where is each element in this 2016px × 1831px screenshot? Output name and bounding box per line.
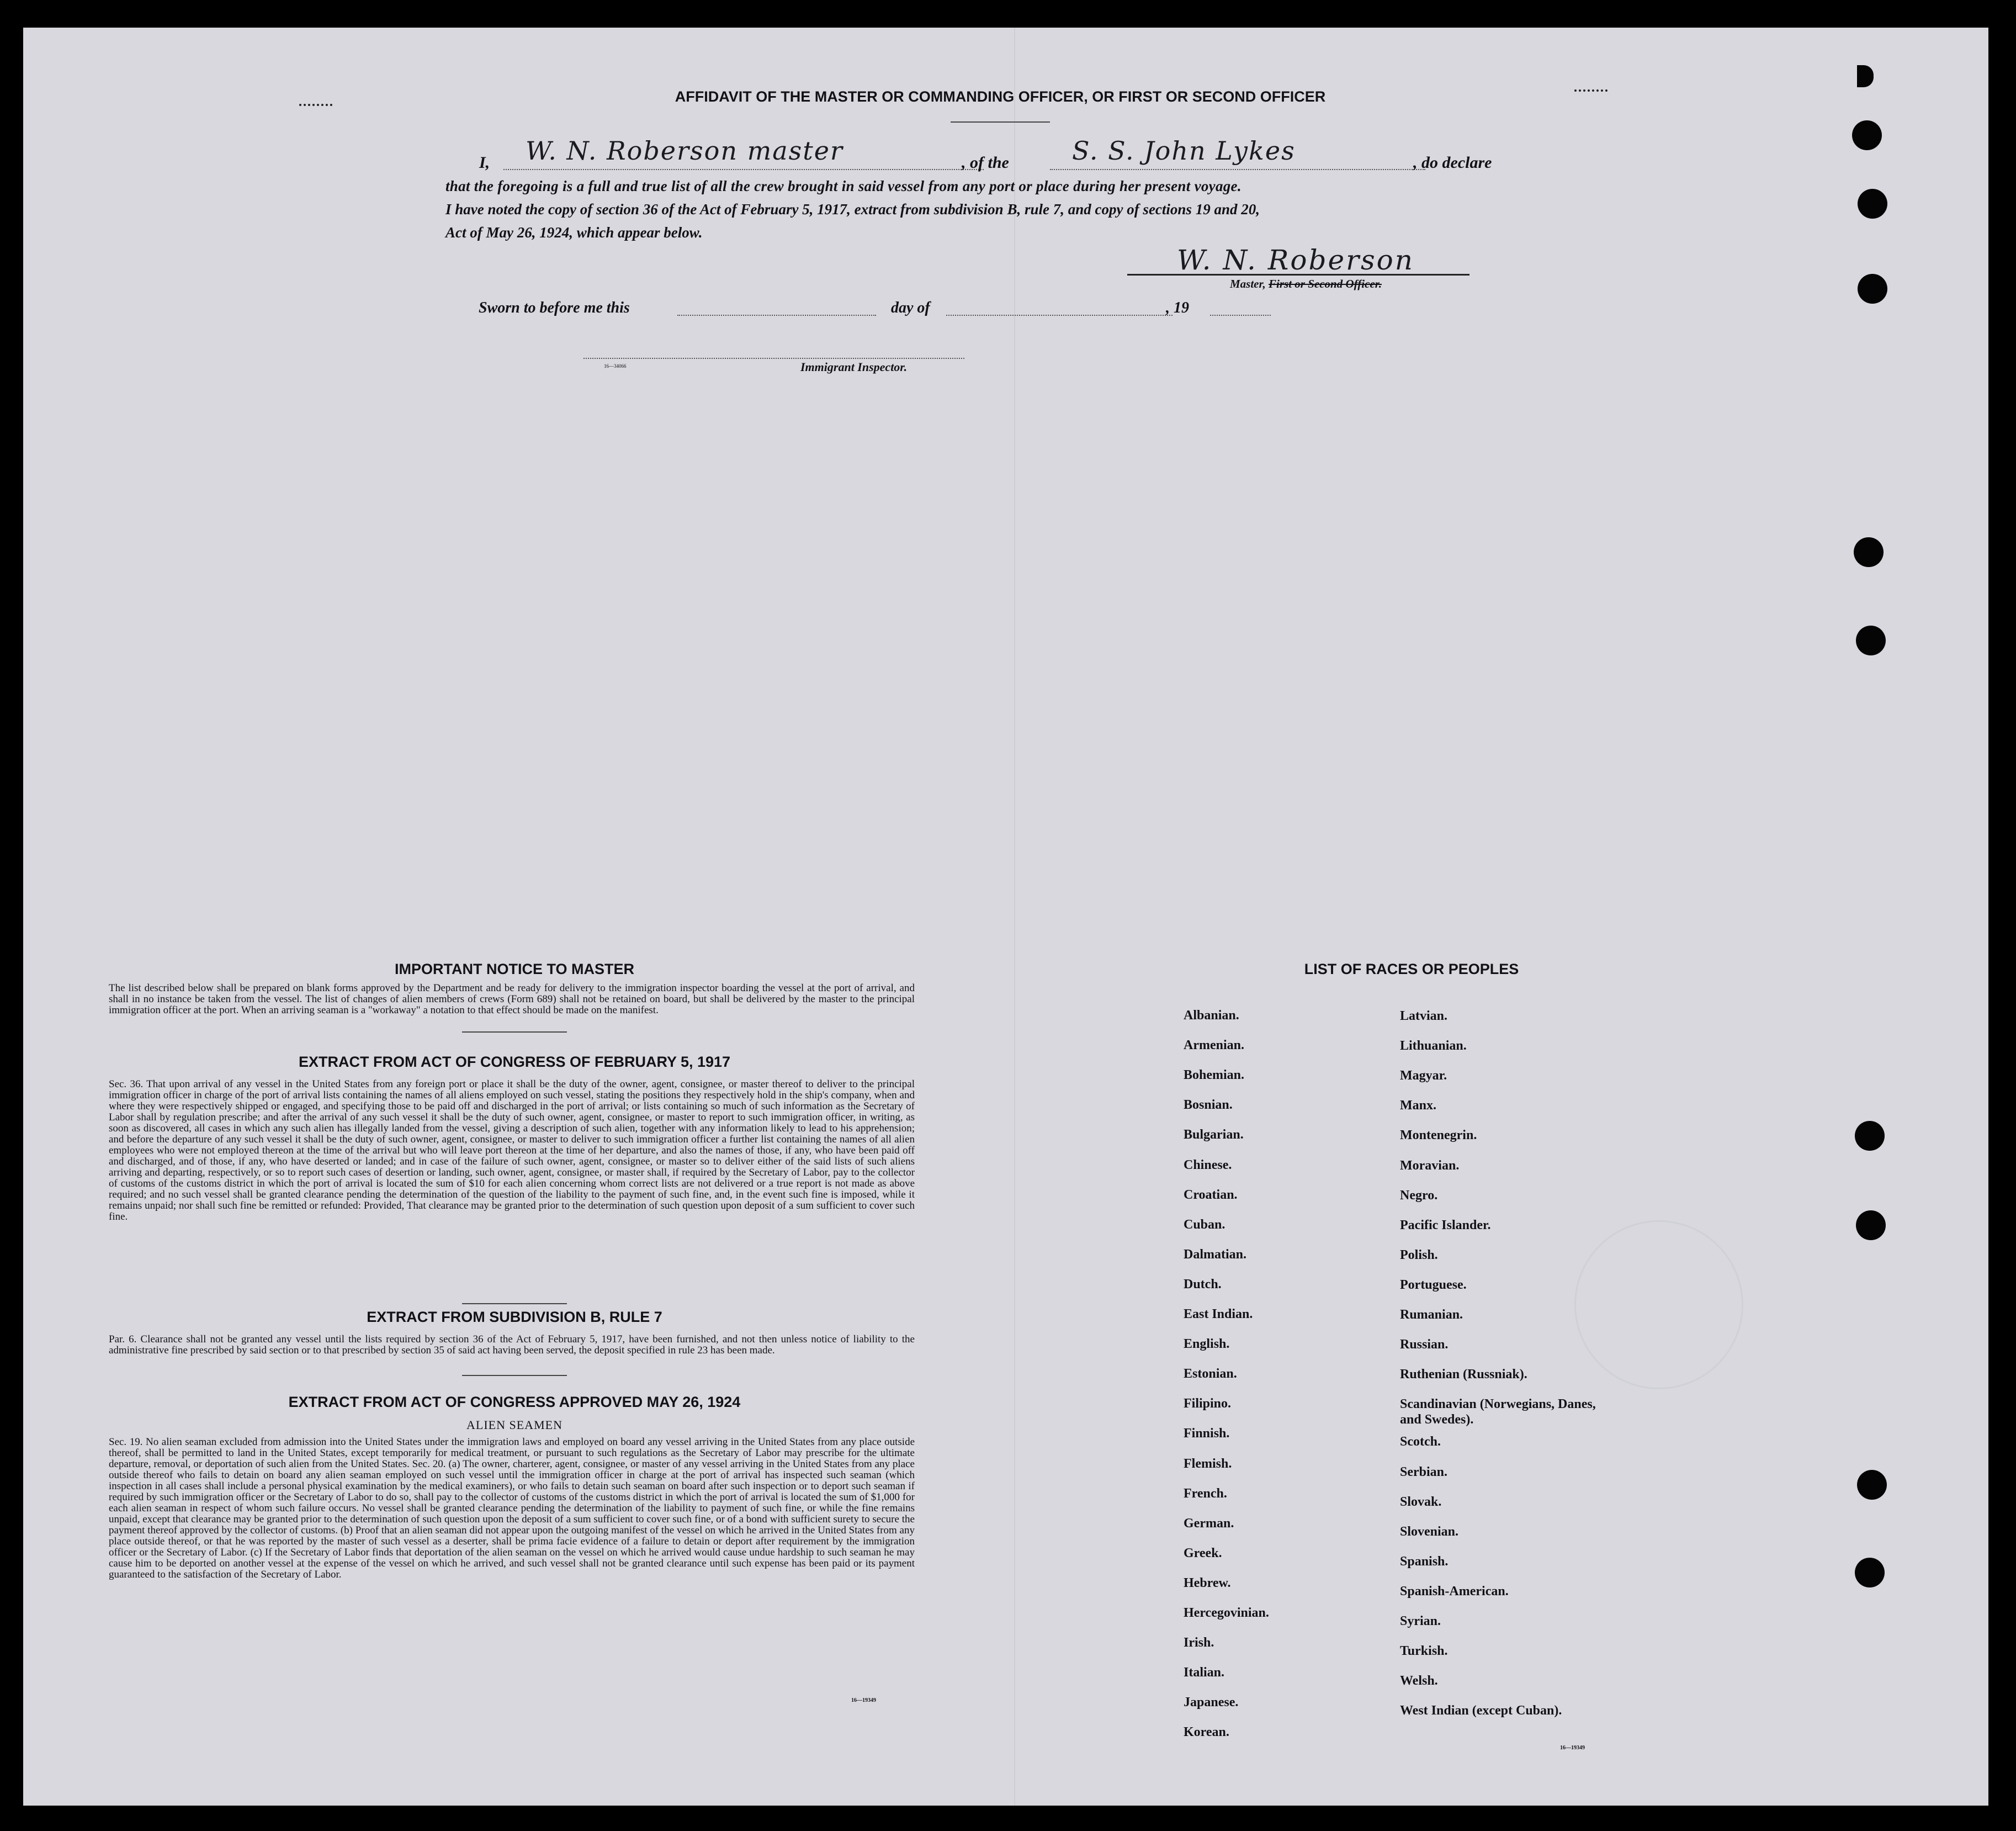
extract-1917-title: EXTRACT FROM ACT OF CONGRESS OF FEBRUARY 5, 1917 xyxy=(298,1054,731,1070)
corner-dots-right xyxy=(1574,89,1608,92)
race-item: Polish. xyxy=(1400,1247,1438,1262)
small-form-code: 16—34066 xyxy=(604,363,627,369)
binder-hole-icon xyxy=(1854,537,1884,567)
notice-title: IMPORTANT NOTICE TO MASTER xyxy=(395,961,634,977)
race-item: West Indian (except Cuban). xyxy=(1400,1703,1562,1718)
binder-hole-icon xyxy=(1855,1121,1885,1151)
binder-hole-icon xyxy=(1856,1210,1886,1240)
inspector-line xyxy=(583,358,964,359)
extract-1924-text: Sec. 19. No alien seaman excluded from admission into the United States under the immigration laws and employed on board any vessel arriving in the United States from any place outside thereof, shall be permitted to land in the United States, except temporarily for medical treatment, or pursuant to such regulations as the Secretary of Labor may prescribe for the ultimate departure, removal, or deportation of such alien from the United States. Sec. 20. (a) The owner, charterer, agent, consignee, or master of any vessel arriving in the United States from any place outside thereof who fails to detain on board any alien seaman employed on such vessel until the immigration officer in charge at the port of arrival has inspected such seaman (which inspection in all cases shall include a personal physical examination by the medical examiners), or who fails to detain such seaman on board after such inspection or to deport such seaman if required by such immigration officer or the Secretary of Labor to do so, shall pay to the collector of customs of the customs district in which the port of arrival is located the sum of $1,000 for each alien seaman in respect of whom such failure occurs. No vessel shall be granted clearance pending the determination of the liability to payment of such fine, or while the fine remains unpaid, except that clearance may be granted prior to the determination of such question upon the deposit of a sum sufficient to cover such fine, or of a bond with sufficient surety to secure the payment thereof approved by the collector of customs. (b) Proof that an alien seaman did not appear upon the outgoing manifest of the vessel on which he arrived in the United States from any place outside thereof, or that he was reported by the master of such vessel as a deserter, shall be prima facie evidence of a failure to detain or deport after requirement by the immigration officer or the Secretary of Labor. (c) If the Secretary of Labor finds that deportation of the alien seaman on the vessel on which he arrived would cause undue hardship to such seaman he may cause him to be deported on another vessel at the expense of the vessel on which he arrived, and such vessel shall not be granted clearance until such expense has been paid or its payment guaranteed to the satisfaction of the Secretary of Labor. xyxy=(109,1436,915,1580)
race-item: English. xyxy=(1184,1337,1230,1352)
race-item: French. xyxy=(1184,1486,1227,1501)
race-item: Ruthenian (Russniak). xyxy=(1400,1367,1527,1382)
race-item: Pacific Islander. xyxy=(1400,1218,1491,1232)
race-item: Flemish. xyxy=(1184,1456,1232,1471)
affidavit-line-4: Act of May 26, 1924, which appear below. xyxy=(445,224,703,241)
race-item: Spanish. xyxy=(1400,1554,1449,1569)
race-item: Moravian. xyxy=(1400,1158,1460,1173)
affidavit-title: AFFIDAVIT OF THE MASTER OR COMMANDING OFFICER, OR FIRST OR SECOND OFFICER xyxy=(675,88,1326,105)
race-item: Turkish. xyxy=(1400,1644,1448,1659)
race-item: Chinese. xyxy=(1184,1157,1232,1172)
race-item: Bulgarian. xyxy=(1184,1128,1244,1142)
races-title: LIST OF RACES OR PEOPLES xyxy=(1304,961,1519,977)
race-item: Scotch. xyxy=(1400,1435,1441,1449)
race-item: Syrian. xyxy=(1400,1614,1441,1628)
corner-dots-left xyxy=(299,104,332,106)
subdivision-b-text: Par. 6. Clearance shall not be granted any vessel until the lists required by section 36 of the Act of February 5, 1917, have been furnished, and not then unless notice of liability to the administrative fine prescribed by said section or to that prescribed by section 35 of said act having been served, the deposit specified in rule 23 has been made. xyxy=(109,1333,915,1356)
handwritten-vessel-name: S. S. John Lykes xyxy=(1072,136,1296,166)
signature-caption xyxy=(1230,277,1382,291)
extract-1924-form-code: 16—19349 xyxy=(851,1697,876,1703)
affidavit-line-3: I have noted the copy of section 36 of the Act of February 5, 1917, extract from subdivision B, rule 7, and copy of sections 19 and 20, xyxy=(445,201,1260,218)
race-item: Hebrew. xyxy=(1184,1575,1231,1590)
caption-master: Master, xyxy=(1230,277,1266,290)
vessel-line xyxy=(1050,169,1425,170)
race-item: Manx. xyxy=(1400,1098,1436,1113)
race-item: Greek. xyxy=(1184,1546,1222,1560)
race-item: Welsh. xyxy=(1400,1674,1438,1689)
race-item: German. xyxy=(1184,1516,1234,1531)
race-item: Spanish-American. xyxy=(1400,1584,1509,1599)
race-item: East Indian. xyxy=(1184,1307,1253,1321)
handwritten-signature: W. N. Roberson xyxy=(1177,244,1414,276)
affidavit-i-label: I, xyxy=(479,154,490,172)
race-item: Croatian. xyxy=(1184,1187,1238,1202)
page-tab-icon xyxy=(1857,65,1874,87)
race-item: Cuban. xyxy=(1184,1217,1225,1232)
handwritten-master-name: W. N. Roberson master xyxy=(526,136,843,166)
signature-line xyxy=(1127,274,1469,276)
subdivision-b-divider xyxy=(462,1375,567,1376)
race-item: Estonian. xyxy=(1184,1367,1237,1382)
race-item: Armenian. xyxy=(1184,1038,1244,1053)
inspector-label: Immigrant Inspector. xyxy=(800,360,908,374)
race-item: Bosnian. xyxy=(1184,1098,1233,1113)
race-item: Italian. xyxy=(1184,1665,1225,1680)
sworn-day-line xyxy=(677,315,876,316)
race-item: Russian. xyxy=(1400,1337,1449,1352)
binder-hole-icon xyxy=(1857,1470,1887,1500)
race-item: Latvian. xyxy=(1400,1009,1448,1023)
race-item: Lithuanian. xyxy=(1400,1039,1467,1054)
race-item: Dutch. xyxy=(1184,1277,1222,1292)
races-column-1 xyxy=(1184,1008,1382,1781)
race-item: Finnish. xyxy=(1184,1426,1230,1441)
name-line xyxy=(503,169,984,170)
race-item: Filipino. xyxy=(1184,1396,1232,1411)
races-form-code: 16—19349 xyxy=(1560,1745,1585,1751)
sworn-label: Sworn to before me this xyxy=(479,299,630,316)
day-of-label: day of xyxy=(891,299,930,316)
form-page xyxy=(23,28,1988,1806)
race-item: Korean. xyxy=(1184,1725,1229,1740)
race-item: Dalmatian. xyxy=(1184,1247,1246,1262)
binder-hole-icon xyxy=(1856,626,1886,655)
binder-hole-icon xyxy=(1852,120,1882,150)
subdivision-b-title: EXTRACT FROM SUBDIVISION B, RULE 7 xyxy=(367,1309,662,1325)
race-item: Japanese. xyxy=(1184,1695,1239,1710)
race-item: Scandinavian (Norwegians, Danes, and Swedes). xyxy=(1400,1397,1596,1427)
extract-1917-text: Sec. 36. That upon arrival of any vessel in the United States from any foreign port or place it shall be the duty of the owner, agent, consignee, or master thereof to deliver to the principal immigration officer in charge of the port of arrival lists containing the names of all aliens employed on such vessel, stating the positions they respectively hold in the ship's company, when and where they were respectively shipped or engaged, and specifying those to be paid off and discharged in the port of arrival; or lists containing so much of such information as the Secretary of Labor shall by regulation prescribe; and after the arrival of any such vessel it shall be the duty of such owner, agent, consignee, or master to report to such immigration officer, in writing, as soon as discovered, all cases in which any such alien has illegally landed from the vessel, giving a description of such alien, together with any information likely to lead to his apprehension; and before the departure of any such vessel it shall be the duty of such owner, agent, consignee, or master to deliver to such immigration officer a further list containing the names of all alien employees who were not employed thereon at the time of the arrival but who will leave port thereon at the time of her departure, and also the names of those, if any, who have been paid off and discharged, and of those, if any, who have deserted or landed; and in case of the failure of such owner, agent, consignee, or master so to deliver either of the said lists of such aliens arriving and departing, respectively, or so to report such cases of desertion or landing, such owner, agent, consignee, or master shall, if required by the Secretary of Labor, pay to the collector of customs of the customs district in which the port of arrival is located the sum of $10 for each alien concerning whom correct lists are not delivered or a true report is not made as above required; and no such vessel shall be granted clearance pending the determination of the question of the liability to the payment of such fine, and, in the event such fine is imposed, while it remains unpaid; nor shall such fine be remitted or refunded: Provided, That clearance may be granted prior to the determination of such question upon deposit of a sum sufficient to cover such fine. xyxy=(109,1078,915,1223)
notice-divider xyxy=(462,1031,567,1033)
race-item: Bohemian. xyxy=(1184,1068,1245,1083)
race-item: Serbian. xyxy=(1400,1464,1448,1479)
races-column-2 xyxy=(1400,1008,1676,1781)
race-item: Irish. xyxy=(1184,1636,1214,1650)
race-item: Slovenian. xyxy=(1400,1524,1459,1539)
race-item: Portuguese. xyxy=(1400,1277,1467,1292)
race-item: Montenegrin. xyxy=(1400,1128,1477,1143)
binder-hole-icon xyxy=(1858,189,1887,219)
binder-hole-icon xyxy=(1855,1558,1885,1587)
year-line xyxy=(1210,315,1271,316)
title-underline xyxy=(951,121,1050,123)
year-label: , 19 xyxy=(1166,299,1189,316)
race-item: Magyar. xyxy=(1400,1068,1447,1083)
race-item: Hercegovinian. xyxy=(1184,1606,1269,1620)
extract-1917-divider xyxy=(462,1303,567,1304)
affidavit-line-2: that the foregoing is a full and true list of all the crew brought in said vessel from any port or place during her present voyage. xyxy=(445,178,1242,194)
race-item: Albanian. xyxy=(1184,1008,1239,1023)
binder-hole-icon xyxy=(1858,274,1887,304)
extract-1924-title: EXTRACT FROM ACT OF CONGRESS APPROVED MAY 26, 1924 xyxy=(288,1394,741,1410)
race-item: Slovak. xyxy=(1400,1494,1442,1509)
notice-text: The list described below shall be prepared on blank forms approved by the Department and be ready for delivery to the immigration inspector boarding the vessel at the port of arrival, and shall in no instance be taken from the vessel. The list of changes of alien members of crews (Form 689) shall not be retained on board, but shall be delivered by the master to the principal immigration officer at the port. When an arriving seaman is a "workaway" a notation to that effect should be made on the manifest. xyxy=(109,982,915,1016)
race-item: Rumanian. xyxy=(1400,1308,1463,1322)
race-item: Negro. xyxy=(1400,1188,1438,1203)
month-line xyxy=(946,315,1173,316)
fold-line xyxy=(1014,28,1015,1806)
extract-1924-subtitle: ALIEN SEAMEN xyxy=(466,1418,563,1432)
affidavit-do-declare: , do declare xyxy=(1413,154,1492,172)
caption-struck: First or Second Officer. xyxy=(1269,277,1382,290)
affidavit-of-the-label: , of the xyxy=(962,154,1009,172)
